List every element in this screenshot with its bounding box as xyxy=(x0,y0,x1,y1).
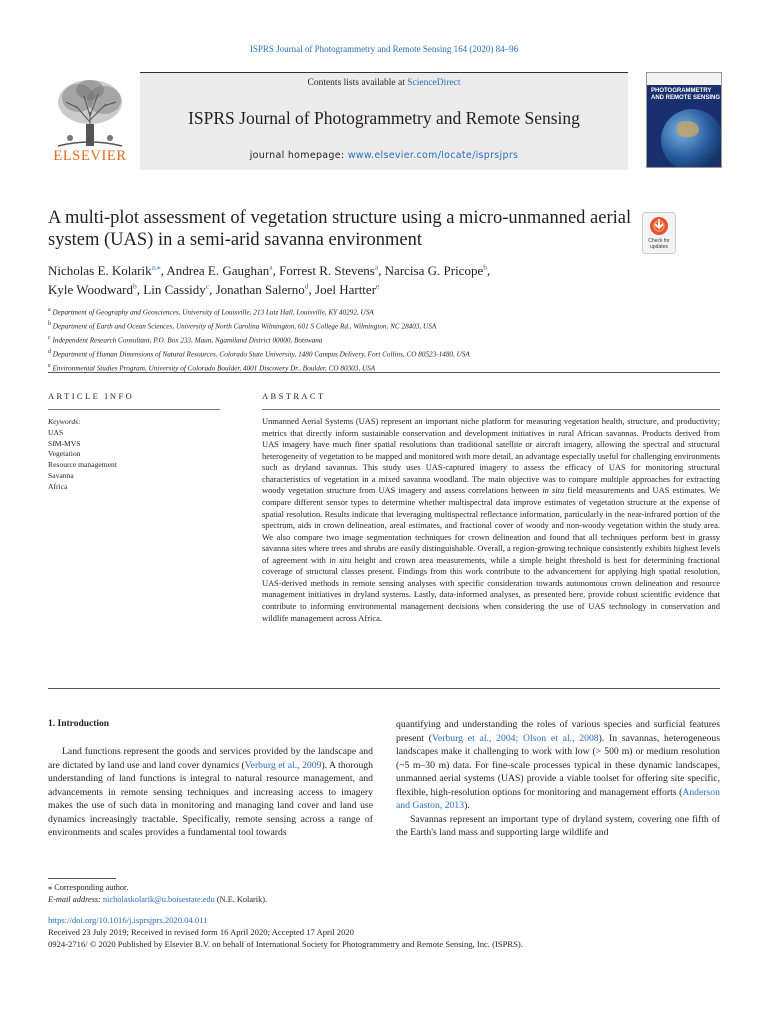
article-info-heading: ARTICLE INFO xyxy=(48,391,135,401)
journal-homepage xyxy=(140,150,628,161)
intro-p1-text-b: ). A thorough understanding of land functions is integral to natural resource management, and advancements in remote sensing techniques and increasing access to imagery makes the use of such data in monitoring and managing land cover and land use dynamics increasingly tractable. Specifically, remote sensing across a range of environments and scales provides a fundamental tool towards xyxy=(48,759,373,838)
author-affiliation-marker[interactable]: a,⁎ xyxy=(151,262,161,272)
globe-landmass xyxy=(677,121,699,137)
affiliation xyxy=(48,319,728,333)
keywords-block xyxy=(48,417,220,493)
intro-right-text-a: quantifying and understanding the roles of various species and surficial features present ( xyxy=(396,719,720,744)
author-affiliation-marker[interactable]: e xyxy=(376,281,380,291)
author-affiliation-marker[interactable]: a xyxy=(374,262,379,272)
affiliation-marker: b xyxy=(48,320,51,327)
abstract-rule xyxy=(262,409,720,410)
citation-link[interactable]: Verburg et al., 2004; Olson et al., 2008 xyxy=(431,732,599,744)
check-updates-line1: Check for xyxy=(648,238,670,244)
sciencedirect-link[interactable]: ScienceDirect xyxy=(407,78,461,88)
author[interactable] xyxy=(143,282,209,297)
intro-p1-text-a: Land functions represent the goods and services provided by the landscape and are dictated by land use and land cover dynamics ( xyxy=(48,746,373,771)
keyword: Savanna xyxy=(48,470,74,480)
affiliation-text: Independent Research Consultant, P.O. Box 233, Maun, Ngamiland District 00000, Botswana xyxy=(50,336,323,345)
abstract-heading: ABSTRACT xyxy=(262,391,326,401)
cover-title-line2: AND REMOTE SENSING xyxy=(651,95,721,101)
author-affiliation-marker[interactable]: a xyxy=(269,262,273,272)
affiliation xyxy=(48,305,728,319)
intro-right-text-c: ). xyxy=(464,800,470,811)
author-separator: , xyxy=(308,281,316,297)
article-metadata xyxy=(48,914,720,950)
homepage-prefix: journal homepage: xyxy=(249,150,348,161)
author-separator: , xyxy=(160,263,167,278)
footnote xyxy=(48,882,448,905)
keywords-label: Keywords: xyxy=(48,417,81,426)
affiliation-text: Department of Geography and Geosciences, University of Louisville, 213 Lutz Hall, Louisville, KY 40292, USA xyxy=(50,308,374,317)
affiliation-marker: e xyxy=(48,362,51,369)
author-separator: , xyxy=(272,263,280,278)
keyword: UAS xyxy=(48,427,64,437)
author-separator: , xyxy=(136,281,144,297)
introduction-heading: 1. Introduction xyxy=(48,719,110,729)
author-affiliation-marker[interactable]: b xyxy=(483,262,487,272)
intro-right-paragraph-1 xyxy=(396,719,720,811)
copyright-line: 0924-2716/ © 2020 Published by Elsevier B.V. on behalf of International Society for Photogrammetry and Remote Sensing, Inc. (ISPRS). xyxy=(48,939,523,949)
citation-link[interactable]: Verburg et al., 2009 xyxy=(244,759,322,771)
section-divider xyxy=(48,372,720,373)
globe-icon xyxy=(661,109,722,168)
check-for-updates-icon[interactable] xyxy=(642,212,676,254)
intro-paragraph-1 xyxy=(48,745,373,840)
publisher-logo-text: ELSEVIER xyxy=(53,148,127,164)
homepage-link[interactable]: www.elsevier.com/locate/isprsjprs xyxy=(347,150,519,161)
contents-prefix: Contents lists available at xyxy=(307,78,408,88)
author-name: Kyle Woodward xyxy=(48,281,134,297)
affiliation xyxy=(48,347,728,361)
email-line xyxy=(48,894,448,906)
intro-right-paragraph-2: Savannas represent an important type of dryland system, covering one fifth of the Earth's land mass and supporting large wildlife and xyxy=(396,813,720,838)
author-name: Andrea E. Gaughan xyxy=(166,263,270,278)
author[interactable] xyxy=(48,263,161,278)
author-affiliation-marker[interactable]: d xyxy=(304,281,309,291)
abstract-text xyxy=(262,416,720,624)
intro-left-column xyxy=(48,745,373,840)
abstract-part1: Unmanned Aerial Systems (UAS) represent an important niche platform for measuring vegetation health, structure, and productivity; metrics that directly inform sustainable conservation and development initiatives in rural African savannas. Products derived from UAS imagery have much finer spatial resolutions than traditional satellite or aircraft imagery, allowing the spectral and structural heterogeneity of vegetation to be mapped and monitored with more detail, an advantage especially useful for challenging environments such as dryland savannas. This study uses UAS-captured imagery to assess the efficacy of UAS for monitoring structural characteristics of vegetation in a mixed savanna woodland. The main objective was to compare multiple approaches for extracting woody vegetation structure from UAS imagery and assess correlations between xyxy=(262,416,720,496)
doi-link[interactable]: https://doi.org/10.1016/j.isprsjprs.2020.04.011 xyxy=(48,915,208,925)
author-separator: , xyxy=(486,263,491,278)
author-name: Narcisa G. Pricope xyxy=(384,263,484,278)
journal-title: ISPRS Journal of Photogrammetry and Remote Sensing xyxy=(188,108,580,128)
abstract-part2: field measurements and UAS estimates. We compare different sensor types to determine whether multispectral data improve estimates of vegetation structure at the expense of spatial resolution. Results indicate that leveraging multispectral reflectance information, particularly in the near-infrared portion of the spectrum, aids in crown delineation, areal estimates, and fractional cover of woody and non-woody vegetation within the study area. We also compare two image segmentation techniques for crown delineation and found that all techniques perform best in grassy savanna sites where trees and shrubs are easily distinguishable. Overall, a region-growing technique consistently exhibits highest levels of agreement with xyxy=(262,485,720,565)
email-label: E-mail address: xyxy=(48,894,103,904)
author-name: Jonathan Salerno xyxy=(215,281,305,297)
author[interactable] xyxy=(166,263,272,278)
keywords-list xyxy=(48,428,220,493)
author-separator: , xyxy=(378,263,385,278)
author-list xyxy=(48,262,608,299)
email-suffix: (N.E. Kolarik). xyxy=(214,894,268,904)
affiliation-text: Department of Human Dimensions of Natural Resources, Colorado State University, 1480 Campus Delivery, Fort Collins, CO 80523-1480, USA xyxy=(51,350,470,359)
author[interactable] xyxy=(315,282,379,297)
journal-reference[interactable]: ISPRS Journal of Photogrammetry and Remote Sensing 164 (2020) 84–96 xyxy=(249,44,519,54)
author-affiliation-marker[interactable]: c xyxy=(205,281,210,291)
affiliation-list xyxy=(48,305,728,374)
author-name: Nicholas E. Kolarik xyxy=(48,263,152,278)
affiliation xyxy=(48,333,728,347)
keyword: SfM-MVS xyxy=(48,438,81,448)
affiliation-marker: a xyxy=(48,307,51,313)
affiliation-text: Department of Earth and Ocean Sciences, University of North Carolina Wilmington, 601 S College Rd., Wilmington, NC 28403, USA xyxy=(51,322,437,331)
keyword: Resource management xyxy=(48,460,117,470)
received-dates: Received 23 July 2019; Received in revised form 16 April 2020; Accepted 17 April 2020 xyxy=(48,927,354,937)
paper-title: A multi-plot assessment of vegetation structure using a micro-unmanned aerial system (UAS) in a semi-arid savanna environment xyxy=(48,208,632,250)
footnote-rule xyxy=(48,878,116,879)
abstract-italic1: in situ xyxy=(542,485,565,496)
article-info-rule xyxy=(48,409,220,410)
author-affiliation-marker[interactable]: b xyxy=(133,281,137,291)
affiliation-marker: c xyxy=(48,334,51,341)
author[interactable] xyxy=(48,282,137,297)
author-name: Lin Cassidy xyxy=(143,281,206,297)
keyword: Vegetation xyxy=(48,449,81,459)
author[interactable] xyxy=(216,282,309,297)
corresponding-author: ⁎ Corresponding author. xyxy=(48,883,129,892)
author[interactable] xyxy=(385,263,487,278)
cover-title xyxy=(651,88,721,102)
abstract-part3: height and crown area measurements, while a simple height threshold is best for determining fractional coverage of structural classes present. Findings from this work contribute to the advancement for applying high spatial resolution, UAS-derived methods in remote sensing analyses with specific consideration towards autonomous crown delineation and resource management initiatives in dryland systems. Lastly, data-informed analyses, as presented here, provide robust scientific evidence that contribute to informing environmental management decisions when considering the use of UAS technology in conservation and wildlife management across Africa. xyxy=(262,554,720,623)
abstract-bottom-rule xyxy=(48,688,720,689)
keyword: Africa xyxy=(48,481,68,491)
cover-header-strip xyxy=(647,73,722,85)
abstract-italic2: in situ xyxy=(329,554,352,565)
affiliation-text: Environmental Studies Program, University of Colorado Boulder, 4001 Discovery Dr., Boulder, CO 80303, USA xyxy=(50,363,376,372)
journal-cover-thumbnail[interactable] xyxy=(646,72,722,168)
author-separator: , xyxy=(209,281,216,297)
cover-title-line1: PHOTOGRAMMETRY xyxy=(651,88,712,94)
check-updates-line2: updates xyxy=(650,244,668,250)
author-name: Forrest R. Stevens xyxy=(279,263,375,278)
author[interactable] xyxy=(279,263,378,278)
author-name: Joel Hartter xyxy=(315,281,377,297)
affiliation-marker: d xyxy=(48,348,51,355)
intro-right-column xyxy=(396,718,720,840)
intro-right-text-b: ). In savannas, heterogeneous landscapes make it challenging to work with low (> 500 m) or medium resolution (~5 m–30 m) data. For fine-scale processes typical in these dynamic landscapes, unmanned aerial systems (UAS) provide a viable toolset for offering site specific, flexible, high-resolution options for monitoring and management efforts ( xyxy=(396,732,721,798)
contents-line xyxy=(140,78,628,88)
citation-link[interactable]: Anderson and Gaston, 2013 xyxy=(396,786,720,811)
email-link[interactable]: nicholaskolarik@u.boisestate.edu xyxy=(103,894,215,904)
